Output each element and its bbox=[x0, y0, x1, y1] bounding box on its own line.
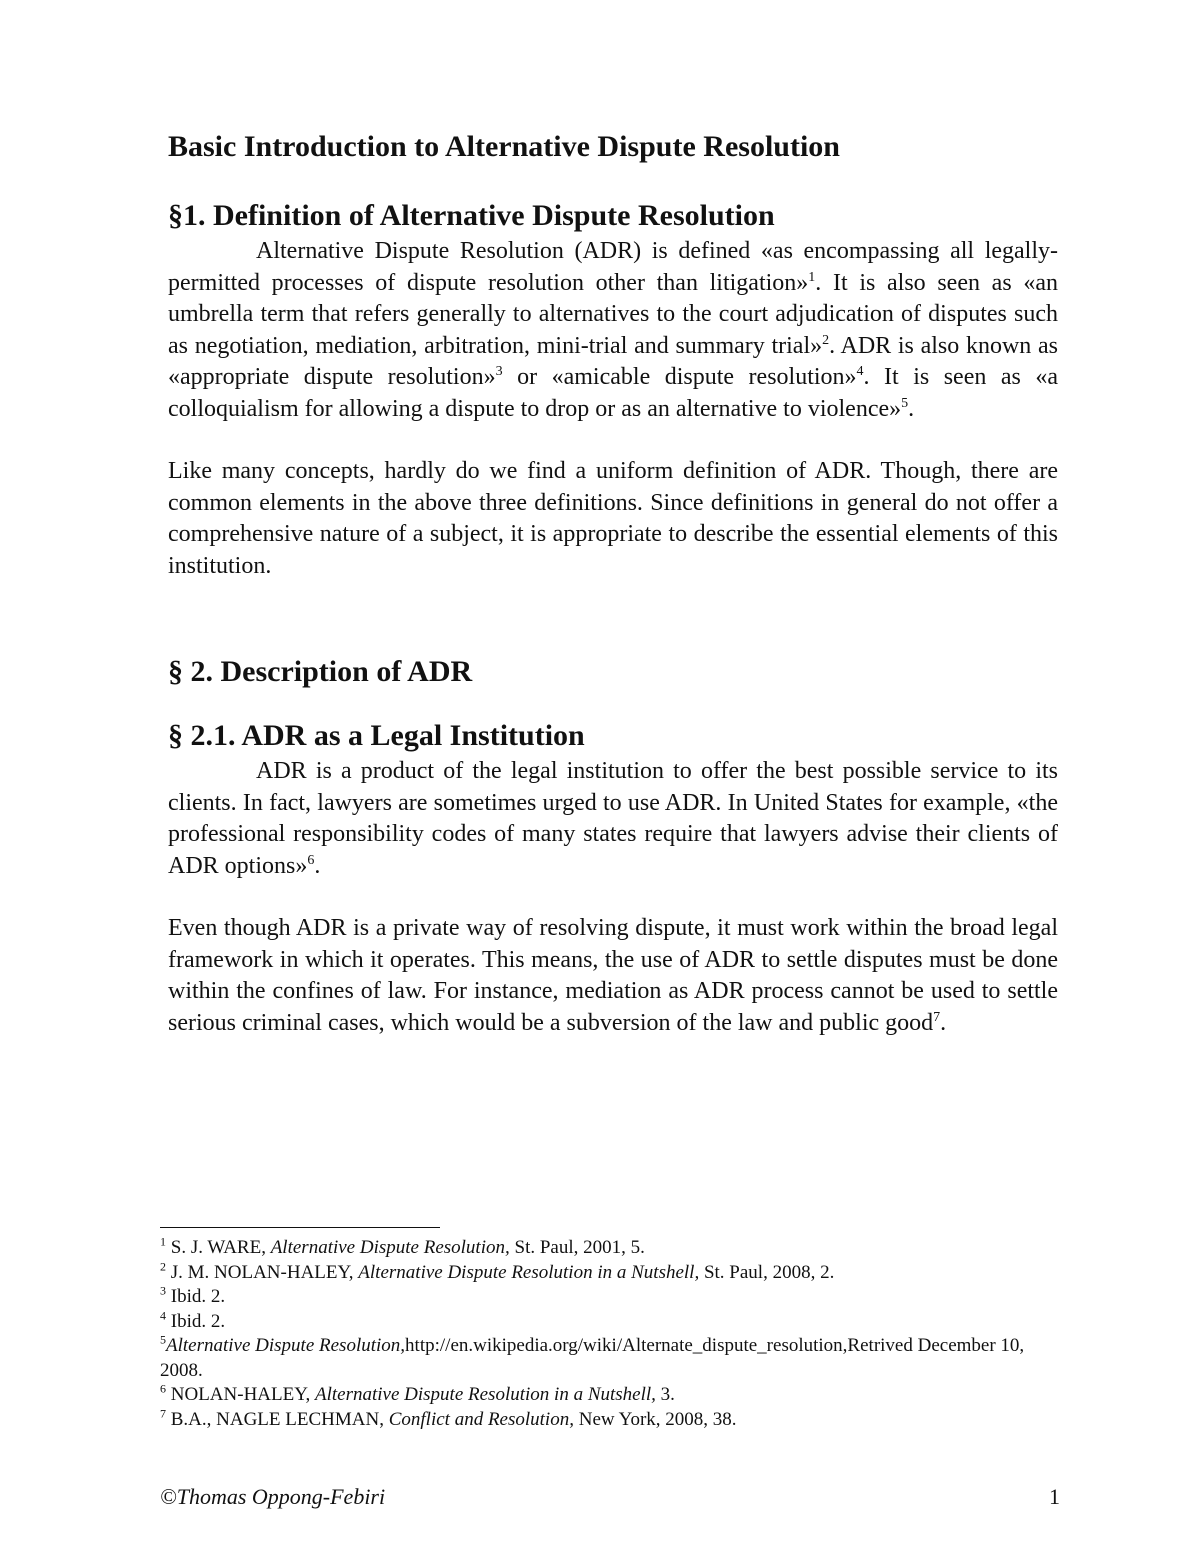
footnote-text: J. M. NOLAN-HALEY, bbox=[166, 1261, 359, 1283]
footnote-ref-2[interactable]: 2 bbox=[822, 332, 830, 348]
footnote bbox=[160, 1408, 1060, 1433]
footnote-link[interactable]: http://en.wikipedia.org/wiki/Alternate_dispute_resolution,Retrived December 10, 2008. bbox=[160, 1335, 1025, 1381]
text-span: . ADR is also known as «appropriate dispute resolution» bbox=[168, 332, 1058, 390]
text-span: Even though ADR is a private way of resolving dispute, it must work within the broad legal framework in which it operates. This means, the use of ADR to settle disputes must be done within the confines of law. For instance, mediation as ADR process cannot be used to settle serious criminal cases, which would be a subversion of the law and public good bbox=[168, 915, 1058, 1036]
footnote-ref-4[interactable]: 4 bbox=[856, 364, 864, 379]
text-span: . bbox=[908, 395, 915, 422]
footnote-title: Alternative Dispute Resolution, bbox=[270, 1237, 510, 1258]
footnote bbox=[160, 1334, 1060, 1383]
text-span: . It is seen as «a colloquialism for allowing a dispute to drop or as an alternative to violence» bbox=[168, 364, 1059, 422]
copyright-notice: ©Thomas Oppong-Febiri bbox=[160, 1484, 386, 1509]
footnote bbox=[160, 1383, 1060, 1408]
footnote-title: Alternative Dispute Resolution, bbox=[166, 1335, 406, 1356]
footnote bbox=[160, 1310, 1060, 1335]
footnote-number: 6 bbox=[160, 1381, 166, 1396]
footnotes bbox=[160, 1236, 1060, 1432]
footnote-number: 3 bbox=[160, 1283, 166, 1298]
footnote-title: Conflict and Resolution, bbox=[388, 1408, 574, 1430]
footnote-title: Alternative Dispute Resolution in a Nutshell, bbox=[358, 1261, 700, 1283]
footnote-number: 5 bbox=[160, 1332, 166, 1347]
footnote bbox=[160, 1236, 1060, 1261]
section-1-paragraph-1 bbox=[168, 236, 1058, 425]
section-1-paragraph-2: Like many concepts, hardly do we find a uniform definition of ADR. Though, there are common elements in the above three definitions. Since definitions in general do not offer a comprehensive nature of a subject, it is appropriate to describe the essential elements of this institution. bbox=[168, 458, 1058, 579]
footnote-text: New York, 2008, 38. bbox=[573, 1408, 737, 1430]
footnote bbox=[160, 1261, 1060, 1286]
footnote-number: 7 bbox=[160, 1406, 166, 1421]
section-2-1-paragraph-2 bbox=[168, 913, 1058, 1039]
section-1-heading: §1. Definition of Alternative Dispute Resolution bbox=[168, 199, 775, 232]
footnote-text: 3. bbox=[655, 1384, 675, 1405]
page-footer bbox=[160, 1484, 1060, 1510]
footnote-ref-7[interactable]: 7 bbox=[933, 1009, 941, 1025]
text-span: Alternative Dispute Resolution (ADR) is defined «as encompassing all legally-permitted processes of dispute resolution other than litigation» bbox=[168, 238, 1058, 296]
section-2-1-heading: § 2.1. ADR as a Legal Institution bbox=[168, 719, 585, 752]
text-span: . bbox=[314, 852, 321, 879]
document-title: Basic Introduction to Alternative Dispute Resolution bbox=[168, 130, 840, 163]
footnote-text: St. Paul, 2008, 2. bbox=[699, 1261, 835, 1283]
footnote-text: St. Paul, 2001, 5. bbox=[509, 1237, 645, 1258]
footnote-text: B.A., NAGLE LECHMAN, bbox=[166, 1408, 389, 1430]
footnote-number: 2 bbox=[160, 1259, 166, 1274]
footnote-ref-1[interactable]: 1 bbox=[808, 269, 816, 285]
section-2-1-paragraph-1 bbox=[168, 756, 1058, 882]
footnote-separator bbox=[160, 1227, 440, 1228]
footnote-ref-3[interactable]: 3 bbox=[495, 364, 503, 379]
footnote-number: 4 bbox=[160, 1308, 166, 1323]
footnote-text: Ibid. 2. bbox=[166, 1286, 226, 1307]
footnote-ref-6[interactable]: 6 bbox=[307, 852, 315, 868]
section-2-heading: § 2. Description of ADR bbox=[168, 655, 473, 688]
text-span: or «amicable dispute resolution» bbox=[502, 364, 857, 390]
text-span: . It is also seen as «an umbrella term that refers generally to alternatives to the court adjudication of disputes such as negotiation, mediation, arbitration, mini-trial and summary trial» bbox=[168, 269, 1058, 359]
main-content bbox=[168, 126, 1058, 1039]
page-number: 1 bbox=[1049, 1484, 1060, 1509]
text-span: . bbox=[940, 1009, 947, 1036]
footnote-title: Alternative Dispute Resolution in a Nutshell, bbox=[315, 1384, 656, 1405]
footnote-text: Ibid. 2. bbox=[166, 1310, 226, 1332]
footnote-number: 1 bbox=[160, 1234, 166, 1249]
footnote-text: NOLAN-HALEY, bbox=[166, 1384, 315, 1405]
footnote-ref-5[interactable]: 5 bbox=[901, 395, 909, 411]
footnote-text: S. J. WARE, bbox=[166, 1237, 271, 1258]
text-span: ADR is a product of the legal institution to offer the best possible service to its clients. In fact, lawyers are sometimes urged to use ADR. In United States for example, «the professional responsibility codes of many states require that lawyers advise their clients of ADR options» bbox=[168, 758, 1058, 879]
footnote bbox=[160, 1285, 1060, 1310]
